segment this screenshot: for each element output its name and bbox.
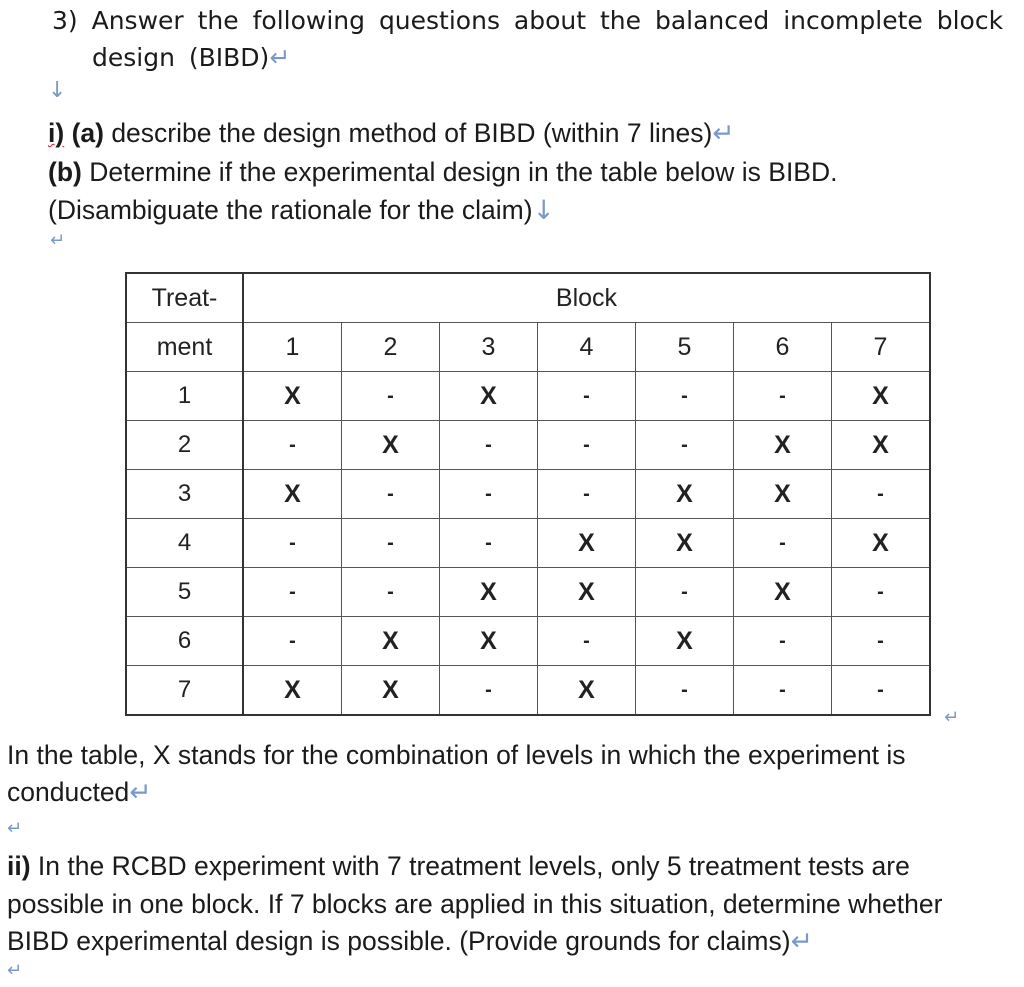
table-cell: X xyxy=(636,617,734,666)
table-row xyxy=(126,666,930,716)
return-mark: ↵ xyxy=(7,960,23,981)
table-cell: X xyxy=(342,666,440,716)
part-i xyxy=(48,114,1008,230)
bibd-table-container xyxy=(125,272,931,716)
table-cell: - xyxy=(636,568,734,617)
part-ii-line-2: possible in one block. If 7 blocks are applied in this situation, determine whether xyxy=(7,888,943,919)
return-mark: ↵ xyxy=(944,707,960,728)
table-cell: - xyxy=(832,470,931,519)
return-mark: ↵ xyxy=(7,818,23,839)
table-cell: X xyxy=(538,519,636,568)
note-line-1: In the table, X stands for the combination of levels in which the experiment is xyxy=(7,740,906,770)
table-cell: X xyxy=(734,568,832,617)
return-mark: ↵ xyxy=(50,230,66,251)
line-break-mark: ↓ xyxy=(532,195,555,226)
part-i-b-2 xyxy=(48,191,1008,230)
part-ii-label: ii) xyxy=(7,851,31,881)
table-row xyxy=(126,519,930,568)
table-cell: - xyxy=(538,421,636,470)
return-mark: ↵ xyxy=(129,777,152,808)
table-cell: X xyxy=(243,666,342,716)
block-number-4: 4 xyxy=(538,323,636,372)
table-cell: - xyxy=(538,617,636,666)
part-i-a xyxy=(48,114,1008,153)
table-cell: - xyxy=(243,421,342,470)
table-cell: - xyxy=(342,568,440,617)
header-row-2 xyxy=(126,323,930,372)
block-number-7: 7 xyxy=(832,323,931,372)
table-cell: - xyxy=(734,372,832,421)
block-header: Block xyxy=(243,273,930,323)
table-cell: X xyxy=(734,421,832,470)
table-cell: - xyxy=(636,666,734,716)
part-ii xyxy=(7,848,1017,961)
treatment-number: 3 xyxy=(126,470,243,519)
table-cell: - xyxy=(538,372,636,421)
table-cell: X xyxy=(243,372,342,421)
table-cell: X xyxy=(636,470,734,519)
part-ii-line-1: ii) In the RCBD experiment with 7 treatment levels, only 5 treatment tests are xyxy=(7,851,910,881)
table-cell: X xyxy=(342,421,440,470)
table-cell: X xyxy=(538,568,636,617)
table-cell: - xyxy=(440,421,538,470)
block-number-3: 3 xyxy=(440,323,538,372)
part-ii-line-3: BIBD experimental design is possible. (Provide grounds for claims)↵ xyxy=(7,926,813,957)
table-cell: - xyxy=(832,617,931,666)
table-cell: X xyxy=(832,519,931,568)
block-number-6: 6 xyxy=(734,323,832,372)
treatment-number: 7 xyxy=(126,666,243,716)
question-line-2: design (BIBD)↵ xyxy=(92,43,291,72)
table-cell: - xyxy=(342,372,440,421)
table-cell: X xyxy=(636,519,734,568)
question-heading xyxy=(52,2,1024,76)
table-cell: X xyxy=(538,666,636,716)
return-mark: ↵ xyxy=(712,118,735,149)
block-number-1: 1 xyxy=(243,323,342,372)
part-a-text: describe the design method of BIBD (within 7 lines) xyxy=(103,118,713,148)
table-cell: - xyxy=(538,470,636,519)
block-number-5: 5 xyxy=(636,323,734,372)
table-cell: - xyxy=(440,519,538,568)
table-cell: X xyxy=(440,568,538,617)
table-cell: X xyxy=(832,372,931,421)
table-cell: - xyxy=(636,421,734,470)
table-cell: - xyxy=(440,470,538,519)
table-cell: - xyxy=(734,666,832,716)
table-cell: - xyxy=(832,666,931,716)
part-b-text-2: (Disambiguate the rationale for the claim) xyxy=(48,195,533,225)
table-cell: - xyxy=(243,519,342,568)
table-cell: - xyxy=(832,568,931,617)
line-break-mark: ↓ xyxy=(48,78,67,103)
table-cell: X xyxy=(832,421,931,470)
table-cell: - xyxy=(734,519,832,568)
table-row xyxy=(126,617,930,666)
table-cell: - xyxy=(342,470,440,519)
table-row xyxy=(126,568,930,617)
treatment-header-bottom: ment xyxy=(126,323,243,372)
table-note xyxy=(7,737,1007,811)
header-row-1 xyxy=(126,273,930,323)
treatment-number: 4 xyxy=(126,519,243,568)
table-cell: - xyxy=(342,519,440,568)
part-i-label: i) xyxy=(48,118,65,148)
return-mark: ↵ xyxy=(790,926,813,957)
table-row xyxy=(126,372,930,421)
treatment-header-top: Treat- xyxy=(126,273,243,323)
table-row xyxy=(126,421,930,470)
treatment-number: 1 xyxy=(126,372,243,421)
table-cell: - xyxy=(243,568,342,617)
bibd-table xyxy=(125,272,931,716)
treatment-number: 2 xyxy=(126,421,243,470)
table-cell: X xyxy=(440,372,538,421)
part-b-text: Determine if the experimental design in the table below is BIBD. xyxy=(81,157,838,187)
table-cell: X xyxy=(243,470,342,519)
return-mark: ↵ xyxy=(269,43,291,72)
part-a-label: (a) xyxy=(71,118,104,148)
table-cell: - xyxy=(734,617,832,666)
part-i-b xyxy=(48,153,1008,191)
treatment-number: 6 xyxy=(126,617,243,666)
part-b-label: (b) xyxy=(48,157,82,187)
treatment-number: 5 xyxy=(126,568,243,617)
note-line-2: conducted↵ xyxy=(7,777,152,808)
table-cell: - xyxy=(243,617,342,666)
table-cell: X xyxy=(734,470,832,519)
block-number-2: 2 xyxy=(342,323,440,372)
table-cell: - xyxy=(440,666,538,716)
table-cell: - xyxy=(636,372,734,421)
table-cell: X xyxy=(440,617,538,666)
question-line-1: 3) Answer the following questions about the balanced incomplete block xyxy=(52,6,1004,35)
table-cell: X xyxy=(342,617,440,666)
table-row xyxy=(126,470,930,519)
